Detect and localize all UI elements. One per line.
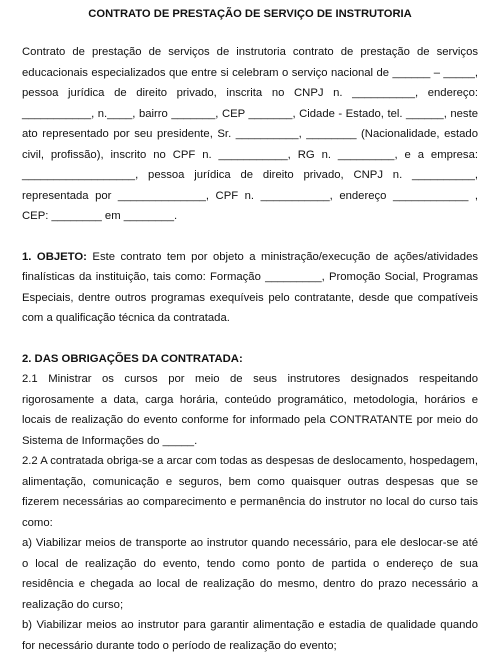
spacer xyxy=(22,227,478,247)
spacer xyxy=(22,329,478,349)
document-title: CONTRATO DE PRESTAÇÃO DE SERVIÇO DE INSTRUTORIA xyxy=(88,8,412,20)
objeto-label: 1. OBJETO: xyxy=(22,250,87,263)
clause-2-2: 2.2 A contratada obriga-se a arcar com todas as despesas de deslocamento, hospedagem, alimentação, comunicação e seguros, bem como quaisquer outras despesas que se fizerem necessárias ao comparecimento e permanência do instrutor no local do curso tais como: xyxy=(22,455,478,529)
objeto-paragraph xyxy=(22,247,478,329)
intro-paragraph: Contrato de prestação de serviços de instrutoria contrato de prestação de serviços educacionais especializados que entre si celebram o serviço nacional de ______ – _____, pessoa jurídica de direito privado, inscrita no CNPJ n. __________, endereço: ___________, n.____, bairro _______, CEP _______, Cidade - Estado, tel. ______, neste ato representado por seu presidente, Sr. __________, ________ (Nacionalidade, estado civil, profissão), inscrito no CPF n. ___________, RG n. _________, e a empresa: __________________, pessoa jurídica de direito privado, CNPJ n. __________, representada por ______________, CPF n. ___________, endereço ____________ , CEP: ________ em ________. xyxy=(22,46,478,222)
obrigacoes-heading: 2. DAS OBRIGAÇÕES DA CONTRATADA: xyxy=(22,352,243,365)
clause-2-1: 2.1 Ministrar os cursos por meio de seus instrutores designados respeitando rigorosamente a data, carga horária, conteúdo programático, metodologia, horários e locais de realização do evento conforme for informado pela CONTRATANTE por meio do Sistema de Informações do _____. xyxy=(22,373,478,447)
objeto-text: Este contrato tem por objeto a ministração/execução de ações/atividades finalísticas da instituição, tais como: Formação _________, Promoção Social, Programas Especiais, dentre outros programas exequíveis pelo contratante, desde que compatíveis com a qualificação técnica da contratada. xyxy=(22,250,478,324)
spacer xyxy=(22,20,478,42)
clause-a: a) Viabilizar meios de transporte ao instrutor quando necessário, para ele deslocar-se até o local de realização do evento, tendo como ponto de partida o endereço de sua residência e chegada ao local de realização do mesmo, dentro do prazo necessário a realização do curso; xyxy=(22,537,478,611)
clause-b: b) Viabilizar meios ao instrutor para garantir alimentação e estadia de qualidade quando for necessário durante todo o período de realização do evento; xyxy=(22,619,478,652)
